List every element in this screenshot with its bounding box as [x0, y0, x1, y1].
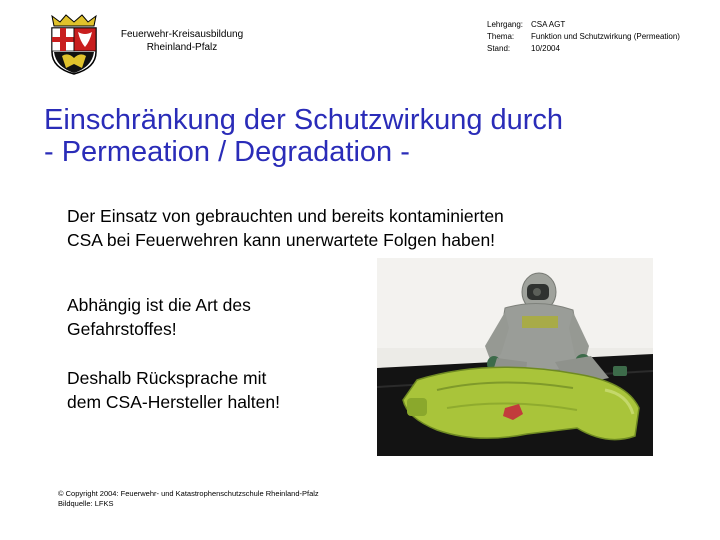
title-line-2: - Permeation / Degradation -	[44, 136, 410, 168]
meta-row-topic	[487, 31, 680, 43]
meta-value: Funktion und Schutzwirkung (Permeation)	[531, 32, 680, 41]
copyright-text: © Copyright 2004: Feuerwehr- und Katastrophenschutzschule Rheinland-Pfalz	[58, 489, 319, 498]
paragraph-line: CSA bei Feuerwehren kann unerwartete Folgen haben!	[67, 230, 496, 250]
meta-value: CSA AGT	[531, 20, 566, 29]
paragraph-hazard-type	[67, 293, 251, 341]
org-line-2: Rheinland-Pfalz	[146, 42, 218, 53]
meta-key: Stand:	[487, 44, 511, 53]
paragraph-line: Deshalb Rücksprache mit	[67, 368, 267, 388]
organization-name	[110, 28, 254, 54]
meta-value: 10/2004	[531, 44, 560, 53]
protective-suit-photo	[377, 258, 653, 456]
paragraph-line: dem CSA-Hersteller halten!	[67, 392, 280, 412]
meta-key: Lehrgang:	[487, 20, 524, 29]
meta-row-date	[487, 43, 680, 55]
paragraph-line: Gefahrstoffes!	[67, 319, 177, 339]
paragraph-consult-manufacturer	[67, 366, 280, 414]
slide-footer	[58, 489, 319, 509]
coat-of-arms-icon	[46, 12, 102, 76]
course-meta	[487, 19, 680, 55]
org-line-1: Feuerwehr-Kreisausbildung	[120, 29, 244, 40]
meta-row-course	[487, 19, 680, 31]
slide-title	[44, 104, 694, 168]
title-line-1: Einschränkung der Schutzwirkung durch	[44, 104, 564, 136]
image-source-text: Bildquelle: LFKS	[58, 499, 114, 508]
meta-key: Thema:	[487, 32, 515, 41]
paragraph-used-csa	[67, 204, 504, 252]
paragraph-line: Der Einsatz von gebrauchten und bereits kontaminierten	[67, 206, 504, 226]
paragraph-line: Abhängig ist die Art des	[67, 295, 251, 315]
